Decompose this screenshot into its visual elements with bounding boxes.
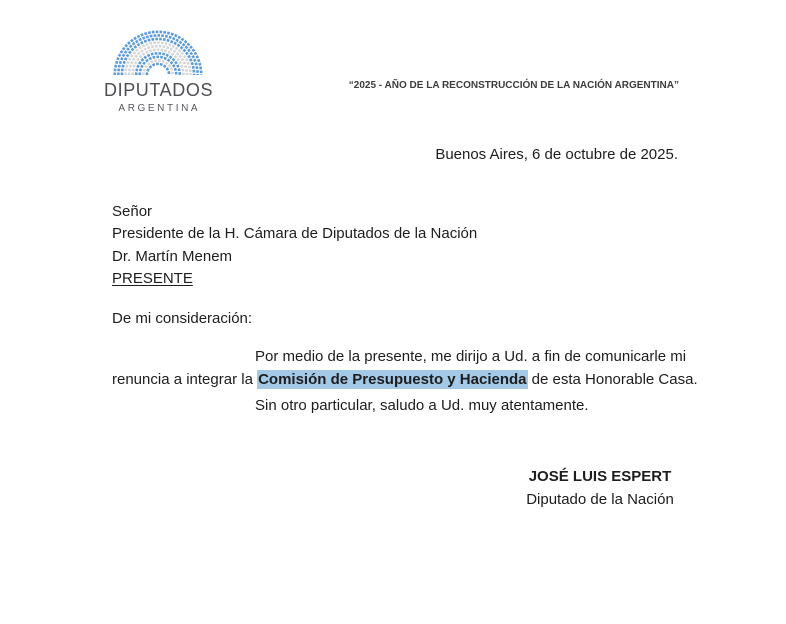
body-line-2 — [112, 368, 712, 391]
recipient-honorific: Señor — [112, 203, 153, 220]
date-line: Buenos Aires, 6 de octubre de 2025. — [435, 146, 678, 163]
recipient-presente: PRESENTE — [112, 269, 193, 287]
recipient-title: Presidente de la H. Cámara de Diputados de la Nación — [112, 225, 478, 243]
diputados-logo — [104, 28, 212, 114]
body-line-1: Por medio de la presente, me dirijo a Ud. a fin de comunicarle mi — [255, 348, 687, 365]
body-line-2-prefix: renuncia a integrar la — [112, 371, 258, 388]
logo-subtitle: ARGENTINA — [118, 103, 201, 114]
highlighted-committee-name: Comisión de Presupuesto y Hacienda — [258, 371, 527, 388]
body-line-2-suffix: de esta Honorable Casa. — [527, 371, 698, 388]
year-motto: “2025 - AÑO DE LA RECONSTRUCCIÓN DE LA NACIÓN ARGENTINA” — [348, 80, 679, 91]
hemicycle-arc — [147, 64, 169, 75]
logo-wordmark: DIPUTADOS — [104, 80, 214, 100]
signature-title: Diputado de la Nación — [526, 490, 674, 508]
hemicycle-icon — [111, 28, 205, 77]
signature-block — [450, 466, 750, 511]
body-paragraph-1 — [112, 345, 712, 391]
recipient-block — [112, 201, 477, 290]
recipient-name: Dr. Martín Menem — [112, 247, 233, 265]
body-paragraph-2: Sin otro particular, saludo a Ud. muy atentamente. — [255, 397, 589, 414]
salutation: De mi consideración: — [112, 310, 253, 327]
signature-name: JOSÉ LUIS ESPERT — [528, 468, 672, 485]
